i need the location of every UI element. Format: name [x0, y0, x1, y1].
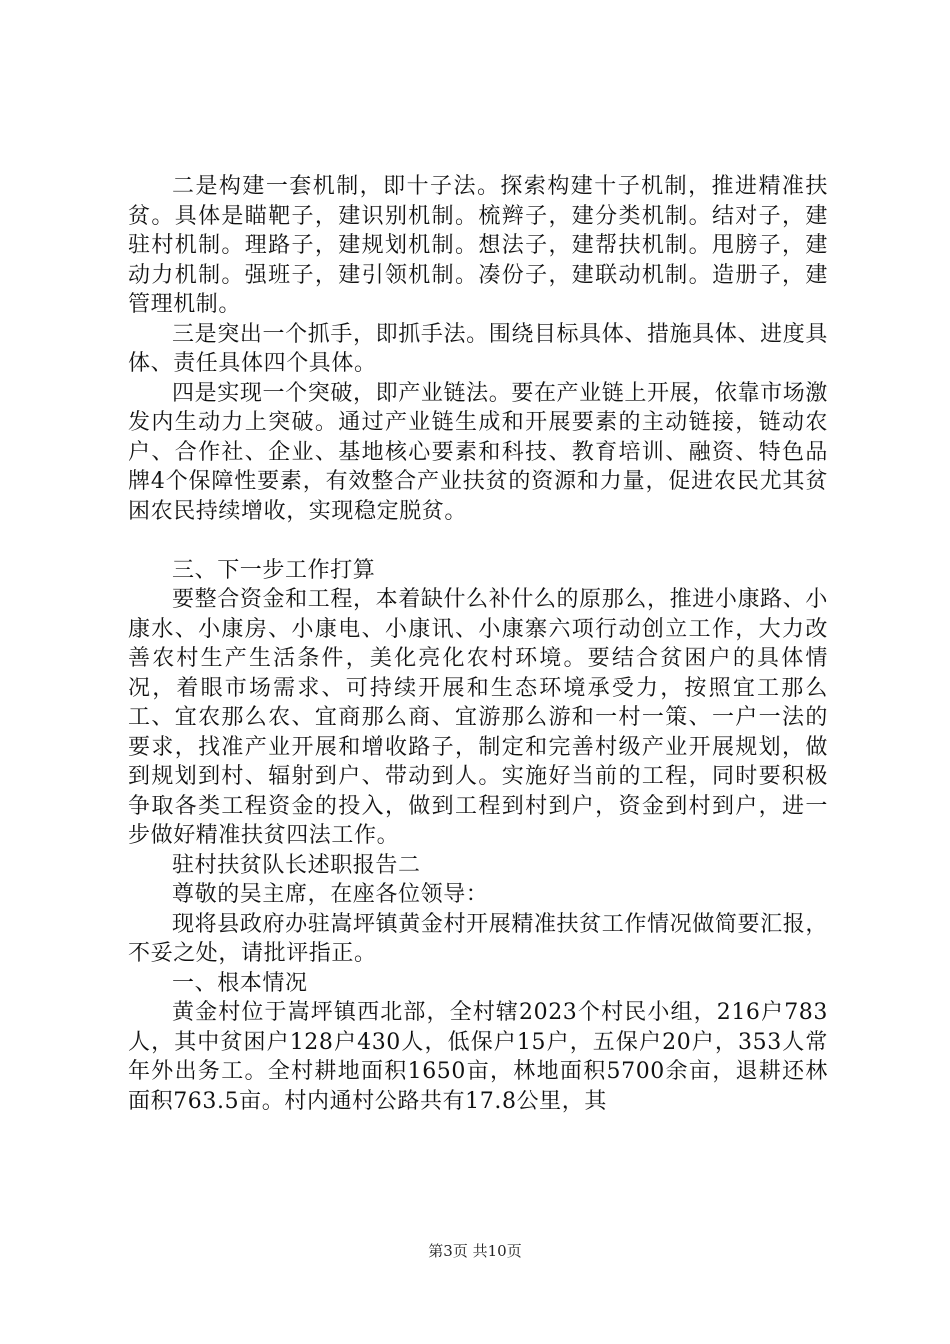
section-heading-basic-info: 一、根本情况 — [172, 970, 308, 996]
paragraph-spacer — [128, 526, 828, 556]
paragraph-village-info: 黄金村位于嵩坪镇西北部，全村辖2023个村民小组，216户783人，其中贫困户128户430人，低保户15户，五保户20户，353人常年外出务工。全村耕地面积1650亩，林地面积5700余亩，退耕还林面积763.5亩。村内通村公路共有17.8公里，其 — [128, 1000, 828, 1114]
paragraph-mechanism: 二是构建一套机制，即十子法。探索构建十子机制，推进精准扶贫。具体是瞄靶子，建识别机制。梳辫子，建分类机制。结对子，建驻村机制。理路子，建规划机制。想法子，建帮扶机制。甩膀子，建动力机制。强班子，建引领机制。凑份子，建联动机制。造册子，建管理机制。 — [128, 174, 828, 317]
report-title: 驻村扶贫队长述职报告二 — [172, 852, 421, 878]
document-body — [128, 172, 828, 1116]
paragraph-intro: 现将县政府办驻嵩坪镇黄金村开展精准扶贫工作情况做简要汇报，不妥之处，请批评指正。 — [128, 911, 828, 966]
paragraph-grip: 三是突出一个抓手，即抓手法。围绕目标具体、措施具体、进度具体、责任具体四个具体。 — [128, 321, 828, 376]
paragraph-industry-chain: 四是实现一个突破，即产业链法。要在产业链上开展，依靠市场激发内生动力上突破。通过产业链生成和开展要素的主动链接，链动农户、合作社、企业、基地核心要素和科技、教育培训、融资、特色品牌4个保障性要素，有效整合产业扶贫的资源和力量，促进农民尤其贫困农民持续增收，实现稳定脱贫。 — [128, 380, 828, 524]
section-heading-next-steps: 三、下一步工作打算 — [172, 557, 376, 583]
page-number-footer: 第3页 共10页 — [428, 1242, 522, 1260]
salutation: 尊敬的吴主席，在座各位领导： — [172, 882, 489, 907]
paragraph-next-steps: 要整合资金和工程，本着缺什么补什么的原那么，推进小康路、小康水、小康房、小康电、小康讯、小康寨六项行动创立工作，大力改善农村生产生活条件，美化亮化农村环境。要结合贫困户的具体情况，着眼市场需求、可持续开展和生态环境承受力，按照宜工那么工、宜农那么农、宜商那么商、宜游那么游和一村一策、一户一法的要求，找准产业开展和增收路子，制定和完善村级产业开展规划，做到规划到村、辐射到户、带动到人。实施好当前的工程，同时要积极争取各类工程资金的投入，做到工程到村到户，资金到村到户，进一步做好精准扶贫四法工作。 — [128, 587, 828, 848]
